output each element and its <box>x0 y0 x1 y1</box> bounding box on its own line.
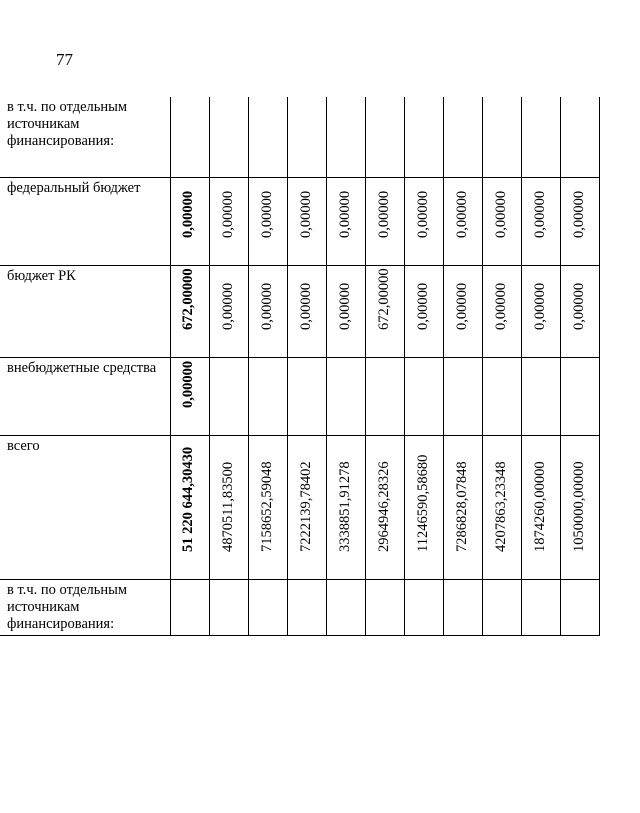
year-cell <box>365 357 404 435</box>
year-cell <box>482 579 521 635</box>
cell-value: 7286828,07848 <box>453 460 470 552</box>
row-label: бюджет РК <box>0 265 170 357</box>
cell-value: 0,00000 <box>179 190 196 238</box>
year-cell <box>443 435 482 579</box>
year-cell <box>287 97 326 177</box>
cell-value: 4870511,83500 <box>219 461 236 552</box>
year-cell <box>287 357 326 435</box>
year-cell <box>443 265 482 357</box>
year-cell <box>482 265 521 357</box>
total-cell <box>170 435 209 579</box>
cell-value: 672,00000 <box>179 267 196 330</box>
year-cell <box>404 177 443 265</box>
year-cell <box>560 177 599 265</box>
year-cell <box>521 265 560 357</box>
year-cell <box>326 579 365 635</box>
year-cell <box>365 97 404 177</box>
year-cell <box>248 265 287 357</box>
year-cell <box>560 265 599 357</box>
cell-value: 2964946,28326 <box>375 460 392 552</box>
year-cell <box>326 265 365 357</box>
cell-value: 0,00000 <box>297 282 314 330</box>
cell-value: 0,00000 <box>219 282 236 330</box>
year-cell <box>326 435 365 579</box>
year-cell <box>521 97 560 177</box>
year-cell <box>482 357 521 435</box>
table-row <box>0 435 599 579</box>
row-label: федеральный бюджет <box>0 177 170 265</box>
cell-value: 0,00000 <box>414 282 431 330</box>
cell-value: 0,00000 <box>336 190 353 238</box>
year-cell <box>248 435 287 579</box>
year-cell <box>209 435 248 579</box>
year-cell <box>365 579 404 635</box>
row-label: в т.ч. по отдельным источникам финансирования: <box>0 97 170 177</box>
year-cell <box>287 435 326 579</box>
year-cell <box>209 265 248 357</box>
year-cell <box>482 435 521 579</box>
total-cell <box>170 177 209 265</box>
total-cell <box>170 265 209 357</box>
cell-value: 0,00000 <box>375 190 392 238</box>
year-cell <box>521 357 560 435</box>
total-cell <box>170 357 209 435</box>
cell-value: 0,00000 <box>492 282 509 330</box>
year-cell <box>248 177 287 265</box>
year-cell <box>209 579 248 635</box>
cell-value: 0,00000 <box>414 190 431 238</box>
year-cell <box>404 435 443 579</box>
cell-value: 11246590,58680 <box>414 454 431 552</box>
year-cell <box>482 97 521 177</box>
year-cell <box>443 97 482 177</box>
year-cell <box>365 177 404 265</box>
year-cell <box>365 435 404 579</box>
year-cell <box>326 177 365 265</box>
cell-value: 672,00000 <box>375 267 392 330</box>
year-cell <box>560 579 599 635</box>
cell-value: 1050000,00000 <box>570 460 587 552</box>
table-row <box>0 357 599 435</box>
cell-value: 0,00000 <box>453 282 470 330</box>
year-cell <box>209 357 248 435</box>
year-cell <box>287 177 326 265</box>
page-number: 77 <box>56 50 73 69</box>
year-cell <box>248 357 287 435</box>
table-row <box>0 177 599 265</box>
cell-value: 0,00000 <box>570 282 587 330</box>
year-cell <box>287 579 326 635</box>
cell-value: 0,00000 <box>570 190 587 238</box>
year-cell <box>248 579 287 635</box>
cell-value: 4207863,23348 <box>492 460 509 552</box>
year-cell <box>209 177 248 265</box>
year-cell <box>443 177 482 265</box>
cell-value: 0,00000 <box>492 190 509 238</box>
budget-table <box>0 97 600 636</box>
year-cell <box>248 97 287 177</box>
cell-value: 0,00000 <box>453 190 470 238</box>
year-cell <box>404 265 443 357</box>
cell-value: 7222139,78402 <box>297 460 314 552</box>
year-cell <box>404 579 443 635</box>
row-label: всего <box>0 435 170 579</box>
year-cell <box>365 265 404 357</box>
cell-value: 0,00000 <box>531 190 548 238</box>
cell-value: 0,00000 <box>336 282 353 330</box>
year-cell <box>404 357 443 435</box>
year-cell <box>209 97 248 177</box>
cell-value: 51 220 644,30430 <box>179 446 196 552</box>
year-cell <box>521 579 560 635</box>
year-cell <box>560 435 599 579</box>
year-cell <box>326 97 365 177</box>
cell-value: 0,00000 <box>219 190 236 238</box>
year-cell <box>287 265 326 357</box>
table-row <box>0 97 599 177</box>
cell-value: 0,00000 <box>531 282 548 330</box>
cell-value: 0,00000 <box>179 360 196 408</box>
cell-value: 0,00000 <box>258 190 275 238</box>
total-cell <box>170 579 209 635</box>
table-row <box>0 265 599 357</box>
total-cell <box>170 97 209 177</box>
cell-value: 3338851,91278 <box>336 460 353 552</box>
cell-value: 1874260,00000 <box>531 460 548 552</box>
year-cell <box>521 435 560 579</box>
table-row <box>0 579 599 635</box>
cell-value: 7158652,59048 <box>258 460 275 552</box>
year-cell <box>443 579 482 635</box>
cell-value: 0,00000 <box>297 190 314 238</box>
cell-value: 0,00000 <box>258 282 275 330</box>
row-label: в т.ч. по отдельным источникам финансирования: <box>0 579 170 635</box>
year-cell <box>560 97 599 177</box>
year-cell <box>521 177 560 265</box>
year-cell <box>326 357 365 435</box>
row-label: внебюджетные средства <box>0 357 170 435</box>
year-cell <box>482 177 521 265</box>
year-cell <box>404 97 443 177</box>
year-cell <box>443 357 482 435</box>
year-cell <box>560 357 599 435</box>
